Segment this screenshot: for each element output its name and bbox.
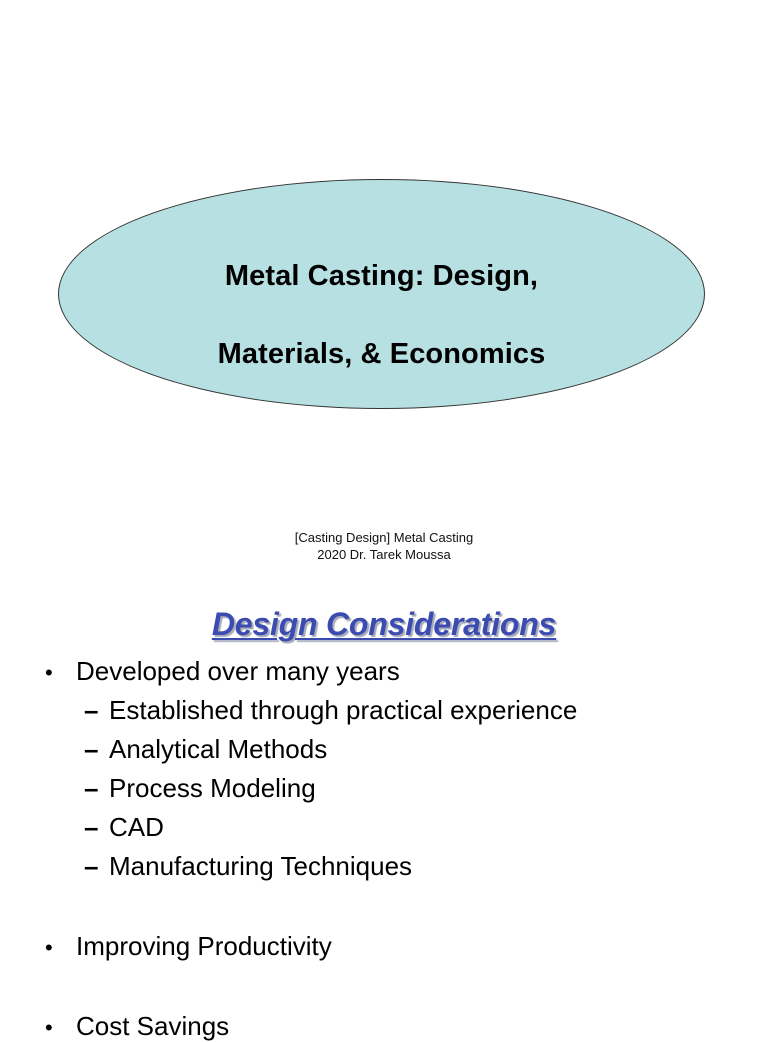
sub-bullet-text: Analytical Methods — [109, 734, 328, 764]
bullet-marker: • — [45, 1015, 53, 1040]
sub-bullet-item — [84, 695, 577, 726]
bullet-text: Improving Productivity — [76, 931, 332, 961]
sub-bullet-text: CAD — [109, 812, 164, 842]
sub-bullet-marker: – — [84, 773, 99, 803]
bullet-text: Cost Savings — [76, 1011, 230, 1041]
slide-title-line-2: Materials, & Economics — [217, 337, 546, 370]
bullet-marker: • — [45, 660, 53, 685]
bullet-item — [45, 1011, 229, 1042]
sub-bullet-text: Process Modeling — [109, 773, 316, 803]
slide-footer — [0, 529, 768, 563]
footer-line-2: 2020 Dr. Tarek Moussa — [317, 547, 451, 562]
sub-bullet-item — [84, 773, 316, 804]
slide-title — [218, 218, 546, 373]
sub-bullet-text: Manufacturing Techniques — [109, 851, 413, 881]
bullet-text: Developed over many years — [76, 656, 400, 686]
slide-title-line-1: Metal Casting: Design, — [224, 260, 539, 293]
bullet-marker: • — [45, 935, 53, 960]
sub-bullet-text: Established through practical experience — [109, 695, 578, 725]
sub-bullet-marker: – — [84, 851, 99, 881]
bullet-item — [45, 931, 332, 962]
footer-line-1: [Casting Design] Metal Casting — [294, 530, 474, 545]
sub-bullet-marker: – — [84, 812, 99, 842]
sub-bullet-marker: – — [84, 734, 99, 764]
sub-bullet-item — [84, 734, 327, 765]
sub-bullet-item — [84, 812, 164, 843]
title-ellipse — [58, 179, 705, 409]
bullet-item — [45, 656, 400, 687]
sub-bullet-item — [84, 851, 412, 882]
section-heading: Design Considerations — [211, 606, 557, 642]
sub-bullet-marker: – — [84, 695, 99, 725]
